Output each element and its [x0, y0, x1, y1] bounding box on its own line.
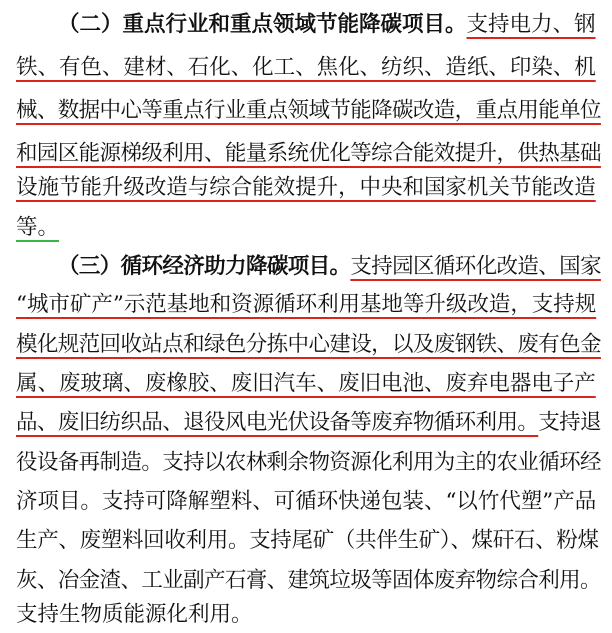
section2-line-6: [16, 210, 596, 246]
section3-text: 支持园区循环化改造、国家: [350, 254, 601, 279]
section3-text: 模化规范回收站点和绿色分拣中心建设，以及废钢铁、废有色金: [16, 332, 601, 357]
section3-line-4: [16, 366, 596, 402]
section2-line-4: [16, 136, 601, 172]
section3-line-1: [58, 249, 601, 285]
section3-text: “城市矿产”示范基地和资源循环利用基地等升级改造，支持规: [16, 292, 597, 317]
section2-text: 设施节能升级改造与综合能效提升，中央和国家机关节能改造: [16, 175, 596, 200]
section3-text: 生产、废塑料回收利用。支持尾矿（共伴生矿）、煤矸石、粉煤: [16, 528, 599, 553]
section3-line-7: [16, 484, 596, 520]
section3-line-8: [16, 523, 599, 559]
section2-line-3: [16, 93, 601, 129]
section3-text: 品、废旧纺织品、退役风电光伏设备等废弃物循环利用。: [16, 410, 539, 435]
section3-line-9: [16, 563, 601, 599]
section2-text: 和园区能源梯级利用、能量系统优化等综合能效提升，供热基础: [16, 141, 601, 166]
section3-text: 属、废玻璃、废橡胶、废旧汽车、废旧电池、废弃电器电子产: [16, 371, 596, 396]
section2-line-1: [58, 7, 596, 43]
section3-line-3: [16, 327, 601, 363]
section3-line-6: [16, 445, 601, 481]
section2-line-5: [16, 170, 596, 206]
section2-text: 铁、有色、建材、石化、化工、焦化、纺织、造纸、印染、机: [16, 55, 596, 80]
section2-line-2: [16, 50, 596, 86]
section3-text: 支持退: [538, 410, 601, 435]
section2-text: 等。: [16, 215, 60, 240]
section3-line-10: [16, 597, 596, 633]
section3-text: 灰、冶金渣、工业副产石膏、建筑垃圾等固体废弃物综合利用。: [16, 568, 601, 593]
section2-heading: （二）重点行业和重点领域节能降碳项目。: [58, 12, 467, 37]
section3-line-5: [16, 405, 601, 441]
section2-text: 械、数据中心等重点行业重点领域节能降碳改造，重点用能单位: [16, 98, 601, 123]
section3-text: 济项目。支持可降解塑料、可循环快递包装、“以竹代塑”产品: [16, 489, 597, 514]
section3-text: 役设备再制造。支持以农林剩余物资源化利用为主的农业循环经: [16, 450, 601, 475]
section3-heading: （三）循环经济助力降碳项目。: [58, 254, 351, 279]
section3-line-2: [16, 287, 596, 323]
section2-text: 支持电力、钢: [466, 12, 596, 37]
section3-text: 支持生物质能源化利用。: [16, 602, 253, 627]
